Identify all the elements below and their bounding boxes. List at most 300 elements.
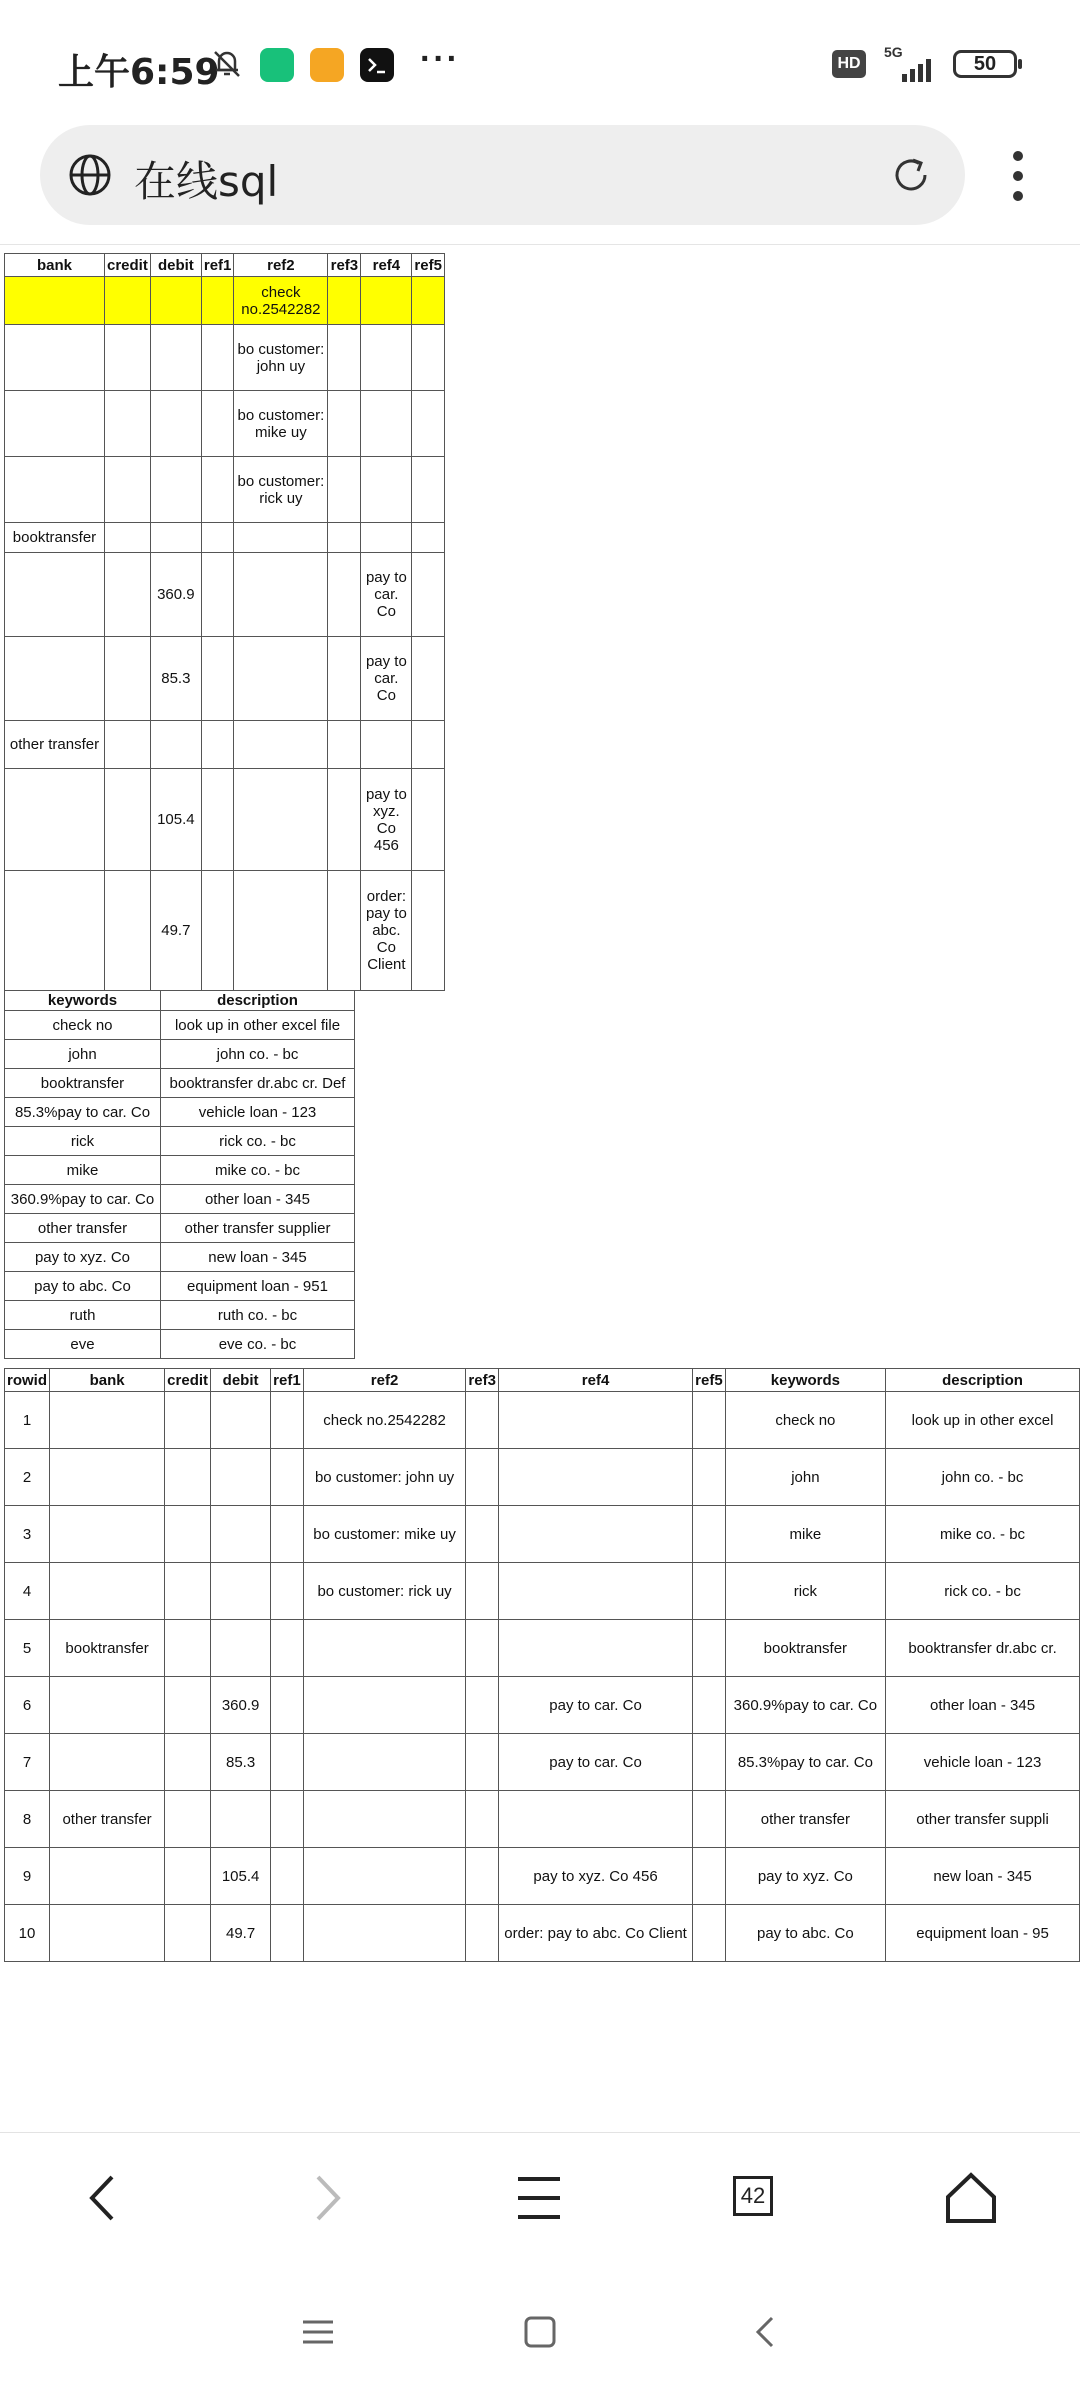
table-cell [105, 769, 151, 871]
table-cell [328, 325, 361, 391]
table-cell [303, 1677, 466, 1734]
table-cell [165, 1392, 211, 1449]
table-row [5, 1330, 355, 1359]
table-cell [5, 277, 105, 325]
table-row [5, 769, 445, 871]
table-row [5, 1848, 1080, 1905]
table-cell: 105.4 [211, 1848, 271, 1905]
hd-voice-icon: HD [832, 50, 866, 78]
table-cell [5, 769, 105, 871]
table-cell: 2 [5, 1449, 50, 1506]
table-cell: check no [5, 1011, 161, 1040]
table-header: credit [165, 1369, 211, 1392]
table-cell: other transfer supplier [161, 1214, 355, 1243]
table-cell [466, 1563, 499, 1620]
table-row [5, 391, 445, 457]
table-header-row [5, 991, 355, 1011]
table-cell [150, 325, 201, 391]
table-cell: ruth co. - bc [161, 1301, 355, 1330]
status-bar [0, 0, 1080, 120]
table-cell: 360.9 [150, 553, 201, 637]
table-cell [211, 1506, 271, 1563]
table-cell: john [725, 1449, 885, 1506]
table-cell: pay to car. Co [498, 1734, 692, 1791]
table-cell [303, 1620, 466, 1677]
table-header: rowid [5, 1369, 50, 1392]
tab-count: 42 [733, 2176, 773, 2216]
table-cell [271, 1449, 304, 1506]
table-cell [211, 1563, 271, 1620]
table-cell [693, 1620, 726, 1677]
table-cell: 360.9%pay to car. Co [725, 1677, 885, 1734]
table-header: debit [211, 1369, 271, 1392]
table-cell: bo customer: rick uy [234, 457, 328, 523]
table-row [5, 1620, 1080, 1677]
table-cell: 85.3%pay to car. Co [725, 1734, 885, 1791]
table-cell [165, 1677, 211, 1734]
table-header: ref2 [234, 254, 328, 277]
table-header: keywords [725, 1369, 885, 1392]
table-header: ref1 [201, 254, 234, 277]
table-cell [165, 1734, 211, 1791]
table-row [5, 523, 445, 553]
table-cell [466, 1620, 499, 1677]
table-cell [201, 391, 234, 457]
table-cell: 105.4 [150, 769, 201, 871]
table-cell [466, 1449, 499, 1506]
table-cell: 49.7 [150, 871, 201, 991]
table-row [5, 1069, 355, 1098]
table-cell: bo customer: mike uy [234, 391, 328, 457]
home-icon[interactable] [936, 2163, 1006, 2233]
table-header: ref1 [271, 1369, 304, 1392]
table-cell [105, 277, 151, 325]
table-cell: john [5, 1040, 161, 1069]
table-cell [693, 1791, 726, 1848]
table-cell: other loan - 345 [886, 1677, 1080, 1734]
table-cell [361, 277, 412, 325]
table-row [5, 1791, 1080, 1848]
table-cell [693, 1449, 726, 1506]
table-cell [466, 1677, 499, 1734]
table-row [5, 457, 445, 523]
table-cell [234, 553, 328, 637]
table-row [5, 1214, 355, 1243]
table-cell: bo customer: john uy [303, 1449, 466, 1506]
table-cell [303, 1905, 466, 1962]
table-cell [211, 1449, 271, 1506]
table-cell: 6 [5, 1677, 50, 1734]
table-cell [693, 1734, 726, 1791]
table-cell [201, 553, 234, 637]
table-cell: other transfer suppli [886, 1791, 1080, 1848]
table-cell [5, 553, 105, 637]
table-row [5, 1156, 355, 1185]
table-cell [328, 871, 361, 991]
table-cell: mike [5, 1156, 161, 1185]
table-cell [201, 721, 234, 769]
menu-icon[interactable] [504, 2163, 574, 2233]
table-cell: john co. - bc [886, 1449, 1080, 1506]
table-cell: pay to car. Co [361, 553, 412, 637]
table-header: bank [5, 254, 105, 277]
table-cell: look up in other excel [886, 1392, 1080, 1449]
table-cell [211, 1791, 271, 1848]
table-cell [201, 769, 234, 871]
table-cell: order: pay to abc. Co Client [498, 1905, 692, 1962]
recents-icon[interactable] [300, 2314, 336, 2350]
table-row [5, 1011, 355, 1040]
table-cell [693, 1848, 726, 1905]
table-header: ref4 [498, 1369, 692, 1392]
table-cell [328, 769, 361, 871]
table-cell: other transfer [725, 1791, 885, 1848]
table-cell [361, 523, 412, 553]
table-header: ref3 [328, 254, 361, 277]
table-cell [150, 523, 201, 553]
table-cell [328, 523, 361, 553]
table-cell [361, 721, 412, 769]
table-cell [150, 721, 201, 769]
table-cell [50, 1392, 165, 1449]
table-cell [303, 1848, 466, 1905]
browser-nav-bar [0, 2132, 1080, 2265]
table-cell [165, 1449, 211, 1506]
table-cell [234, 637, 328, 721]
table-cell [5, 457, 105, 523]
table-header: keywords [5, 991, 161, 1011]
table-cell [165, 1506, 211, 1563]
table-row [5, 277, 445, 325]
table-cell [412, 523, 445, 553]
table-cell [105, 457, 151, 523]
table-header: description [886, 1369, 1080, 1392]
table-cell: other loan - 345 [161, 1185, 355, 1214]
table-cell: new loan - 345 [161, 1243, 355, 1272]
table-cell [498, 1620, 692, 1677]
table-header: description [161, 991, 355, 1011]
table-cell [5, 871, 105, 991]
table-cell [165, 1848, 211, 1905]
table-cell: 85.3%pay to car. Co [5, 1098, 161, 1127]
table-cell: booktransfer [50, 1620, 165, 1677]
table-cell: eve [5, 1330, 161, 1359]
table-cell: rick co. - bc [161, 1127, 355, 1156]
table-row [5, 637, 445, 721]
table-cell: mike [725, 1506, 885, 1563]
table-cell: other transfer [5, 721, 105, 769]
table-cell [271, 1620, 304, 1677]
table-header: credit [105, 254, 151, 277]
table-header: ref5 [693, 1369, 726, 1392]
signal-icon [896, 56, 940, 82]
table-cell [328, 391, 361, 457]
table-cell: 85.3 [211, 1734, 271, 1791]
system-nav-bar [0, 2266, 1080, 2400]
table-cell: ruth [5, 1301, 161, 1330]
table-cell: vehicle loan - 123 [161, 1098, 355, 1127]
table-header: bank [50, 1369, 165, 1392]
table-cell [303, 1791, 466, 1848]
table-cell [5, 325, 105, 391]
table-cell: check no.2542282 [234, 277, 328, 325]
table-header: debit [150, 254, 201, 277]
table-cell [412, 277, 445, 325]
table-cell: 4 [5, 1563, 50, 1620]
table-header: ref3 [466, 1369, 499, 1392]
table-cell: 1 [5, 1392, 50, 1449]
table-cell [498, 1563, 692, 1620]
table-cell [361, 325, 412, 391]
tabs-button[interactable] [720, 2163, 790, 2233]
table-cell: check no.2542282 [303, 1392, 466, 1449]
table-cell [271, 1506, 304, 1563]
table-row [5, 1243, 355, 1272]
table-cell [201, 871, 234, 991]
table-cell: 49.7 [211, 1905, 271, 1962]
table-cell: check no [725, 1392, 885, 1449]
table-cell [466, 1905, 499, 1962]
terminal-app-icon [360, 48, 394, 82]
table-cell [328, 553, 361, 637]
table-cell: 3 [5, 1506, 50, 1563]
battery-icon: 50 [953, 50, 1017, 78]
table-cell [412, 325, 445, 391]
table-cell [271, 1905, 304, 1962]
table-cell [328, 277, 361, 325]
keywords-table [4, 990, 355, 1359]
table-cell: pay to xyz. Co [725, 1848, 885, 1905]
table-row [5, 1127, 355, 1156]
table-cell [165, 1791, 211, 1848]
table-cell: booktransfer [5, 1069, 161, 1098]
table-cell [361, 457, 412, 523]
table-cell [50, 1848, 165, 1905]
table-row [5, 1301, 355, 1330]
table-cell [165, 1905, 211, 1962]
table-row [5, 1506, 1080, 1563]
table-header-row [5, 1369, 1080, 1392]
table-cell: booktransfer dr.abc cr. Def [161, 1069, 355, 1098]
table-cell: pay to xyz. Co [5, 1243, 161, 1272]
table-cell [271, 1791, 304, 1848]
status-time: 上午6:59 [58, 52, 220, 93]
joined-table [4, 1368, 1080, 1962]
table-row [5, 1734, 1080, 1791]
table-row [5, 1392, 1080, 1449]
table-cell [412, 391, 445, 457]
table-cell: john co. - bc [161, 1040, 355, 1069]
table-cell: 9 [5, 1848, 50, 1905]
home-button-icon[interactable] [522, 2314, 558, 2350]
table-cell: pay to xyz. Co 456 [498, 1848, 692, 1905]
table-cell [105, 325, 151, 391]
table-cell: 7 [5, 1734, 50, 1791]
message-app-icon [310, 48, 344, 82]
table-cell [201, 277, 234, 325]
bank-table [4, 253, 445, 991]
table-cell [466, 1734, 499, 1791]
table-cell: bo customer: john uy [234, 325, 328, 391]
table-cell: 10 [5, 1905, 50, 1962]
table-cell [165, 1563, 211, 1620]
table-cell [412, 769, 445, 871]
table-cell [50, 1734, 165, 1791]
table-cell [234, 523, 328, 553]
network-type: 5G [884, 44, 903, 60]
table-cell: booktransfer [5, 523, 105, 553]
table-cell [201, 637, 234, 721]
table-cell [498, 1791, 692, 1848]
table-cell [201, 523, 234, 553]
table-cell [693, 1506, 726, 1563]
table-cell: rick co. - bc [886, 1563, 1080, 1620]
table-row [5, 325, 445, 391]
table-cell: 5 [5, 1620, 50, 1677]
table-cell [50, 1905, 165, 1962]
divider [0, 244, 1080, 245]
table-cell [303, 1734, 466, 1791]
table-row [5, 1272, 355, 1301]
table-header: ref2 [303, 1369, 466, 1392]
table-cell [165, 1620, 211, 1677]
security-app-icon [260, 48, 294, 82]
table-cell: order: pay to abc. Co Client [361, 871, 412, 991]
table-row [5, 1449, 1080, 1506]
forward-icon[interactable] [290, 2163, 360, 2233]
table-cell [498, 1506, 692, 1563]
table-cell: equipment loan - 951 [161, 1272, 355, 1301]
table-cell: mike co. - bc [886, 1506, 1080, 1563]
table-cell: rick [725, 1563, 885, 1620]
table-cell [211, 1620, 271, 1677]
table-cell [412, 637, 445, 721]
table-cell [466, 1791, 499, 1848]
table-cell [150, 391, 201, 457]
table-cell: 85.3 [150, 637, 201, 721]
table-cell: booktransfer [725, 1620, 885, 1677]
table-cell [466, 1506, 499, 1563]
table-cell [50, 1677, 165, 1734]
table-cell [201, 325, 234, 391]
table-cell: other transfer [5, 1214, 161, 1243]
table-cell [498, 1392, 692, 1449]
more-menu-icon[interactable] [1006, 148, 1030, 204]
table-cell [693, 1677, 726, 1734]
table-cell [234, 721, 328, 769]
table-cell: equipment loan - 95 [886, 1905, 1080, 1962]
table-cell [271, 1734, 304, 1791]
table-cell [271, 1392, 304, 1449]
table-cell [412, 553, 445, 637]
address-text[interactable]: 在线sql [134, 157, 279, 206]
table-cell: pay to car. Co [361, 637, 412, 721]
table-cell [234, 871, 328, 991]
table-cell [105, 391, 151, 457]
table-cell: pay to abc. Co [725, 1905, 885, 1962]
table-cell [693, 1905, 726, 1962]
table-cell: pay to car. Co [498, 1677, 692, 1734]
table-cell: bo customer: mike uy [303, 1506, 466, 1563]
table-cell [201, 457, 234, 523]
table-cell: booktransfer dr.abc cr. [886, 1620, 1080, 1677]
address-bar[interactable] [40, 125, 965, 225]
table-cell [693, 1563, 726, 1620]
table-cell: other transfer [50, 1791, 165, 1848]
table-row [5, 721, 445, 769]
table-cell [271, 1677, 304, 1734]
table-row [5, 1905, 1080, 1962]
table-cell [50, 1449, 165, 1506]
table-header: ref5 [412, 254, 445, 277]
table-row [5, 1677, 1080, 1734]
table-cell [466, 1848, 499, 1905]
table-row [5, 553, 445, 637]
table-cell [412, 721, 445, 769]
table-cell: vehicle loan - 123 [886, 1734, 1080, 1791]
table-row [5, 871, 445, 991]
more-notifications-icon: ··· [420, 40, 460, 78]
table-cell: bo customer: rick uy [303, 1563, 466, 1620]
table-row [5, 1563, 1080, 1620]
table-cell: new loan - 345 [886, 1848, 1080, 1905]
table-row [5, 1185, 355, 1214]
table-cell: rick [5, 1127, 161, 1156]
table-cell [361, 391, 412, 457]
globe-icon [68, 153, 112, 197]
table-cell [150, 277, 201, 325]
table-cell [105, 871, 151, 991]
table-cell [5, 391, 105, 457]
table-cell [412, 871, 445, 991]
table-header-row [5, 254, 445, 277]
table-cell: eve co. - bc [161, 1330, 355, 1359]
table-cell [105, 721, 151, 769]
table-cell: 8 [5, 1791, 50, 1848]
table-cell [328, 457, 361, 523]
table-cell [466, 1392, 499, 1449]
back-icon[interactable] [70, 2163, 140, 2233]
table-cell [693, 1392, 726, 1449]
reload-icon[interactable] [889, 153, 933, 197]
table-cell [150, 457, 201, 523]
table-row [5, 1098, 355, 1127]
table-cell [105, 523, 151, 553]
table-cell: pay to xyz. Co 456 [361, 769, 412, 871]
table-cell [328, 637, 361, 721]
table-cell: 360.9 [211, 1677, 271, 1734]
table-cell: look up in other excel file [161, 1011, 355, 1040]
table-cell [105, 637, 151, 721]
table-cell [271, 1848, 304, 1905]
table-cell [234, 769, 328, 871]
table-cell [105, 553, 151, 637]
system-back-icon[interactable] [748, 2314, 784, 2350]
table-cell: 360.9%pay to car. Co [5, 1185, 161, 1214]
table-cell [211, 1392, 271, 1449]
table-cell [50, 1563, 165, 1620]
table-cell [50, 1506, 165, 1563]
table-cell [328, 721, 361, 769]
table-cell [5, 637, 105, 721]
table-cell [498, 1449, 692, 1506]
bell-muted-icon [210, 46, 244, 80]
table-header: ref4 [361, 254, 412, 277]
table-cell [412, 457, 445, 523]
table-row [5, 1040, 355, 1069]
table-cell: pay to abc. Co [5, 1272, 161, 1301]
table-cell [271, 1563, 304, 1620]
